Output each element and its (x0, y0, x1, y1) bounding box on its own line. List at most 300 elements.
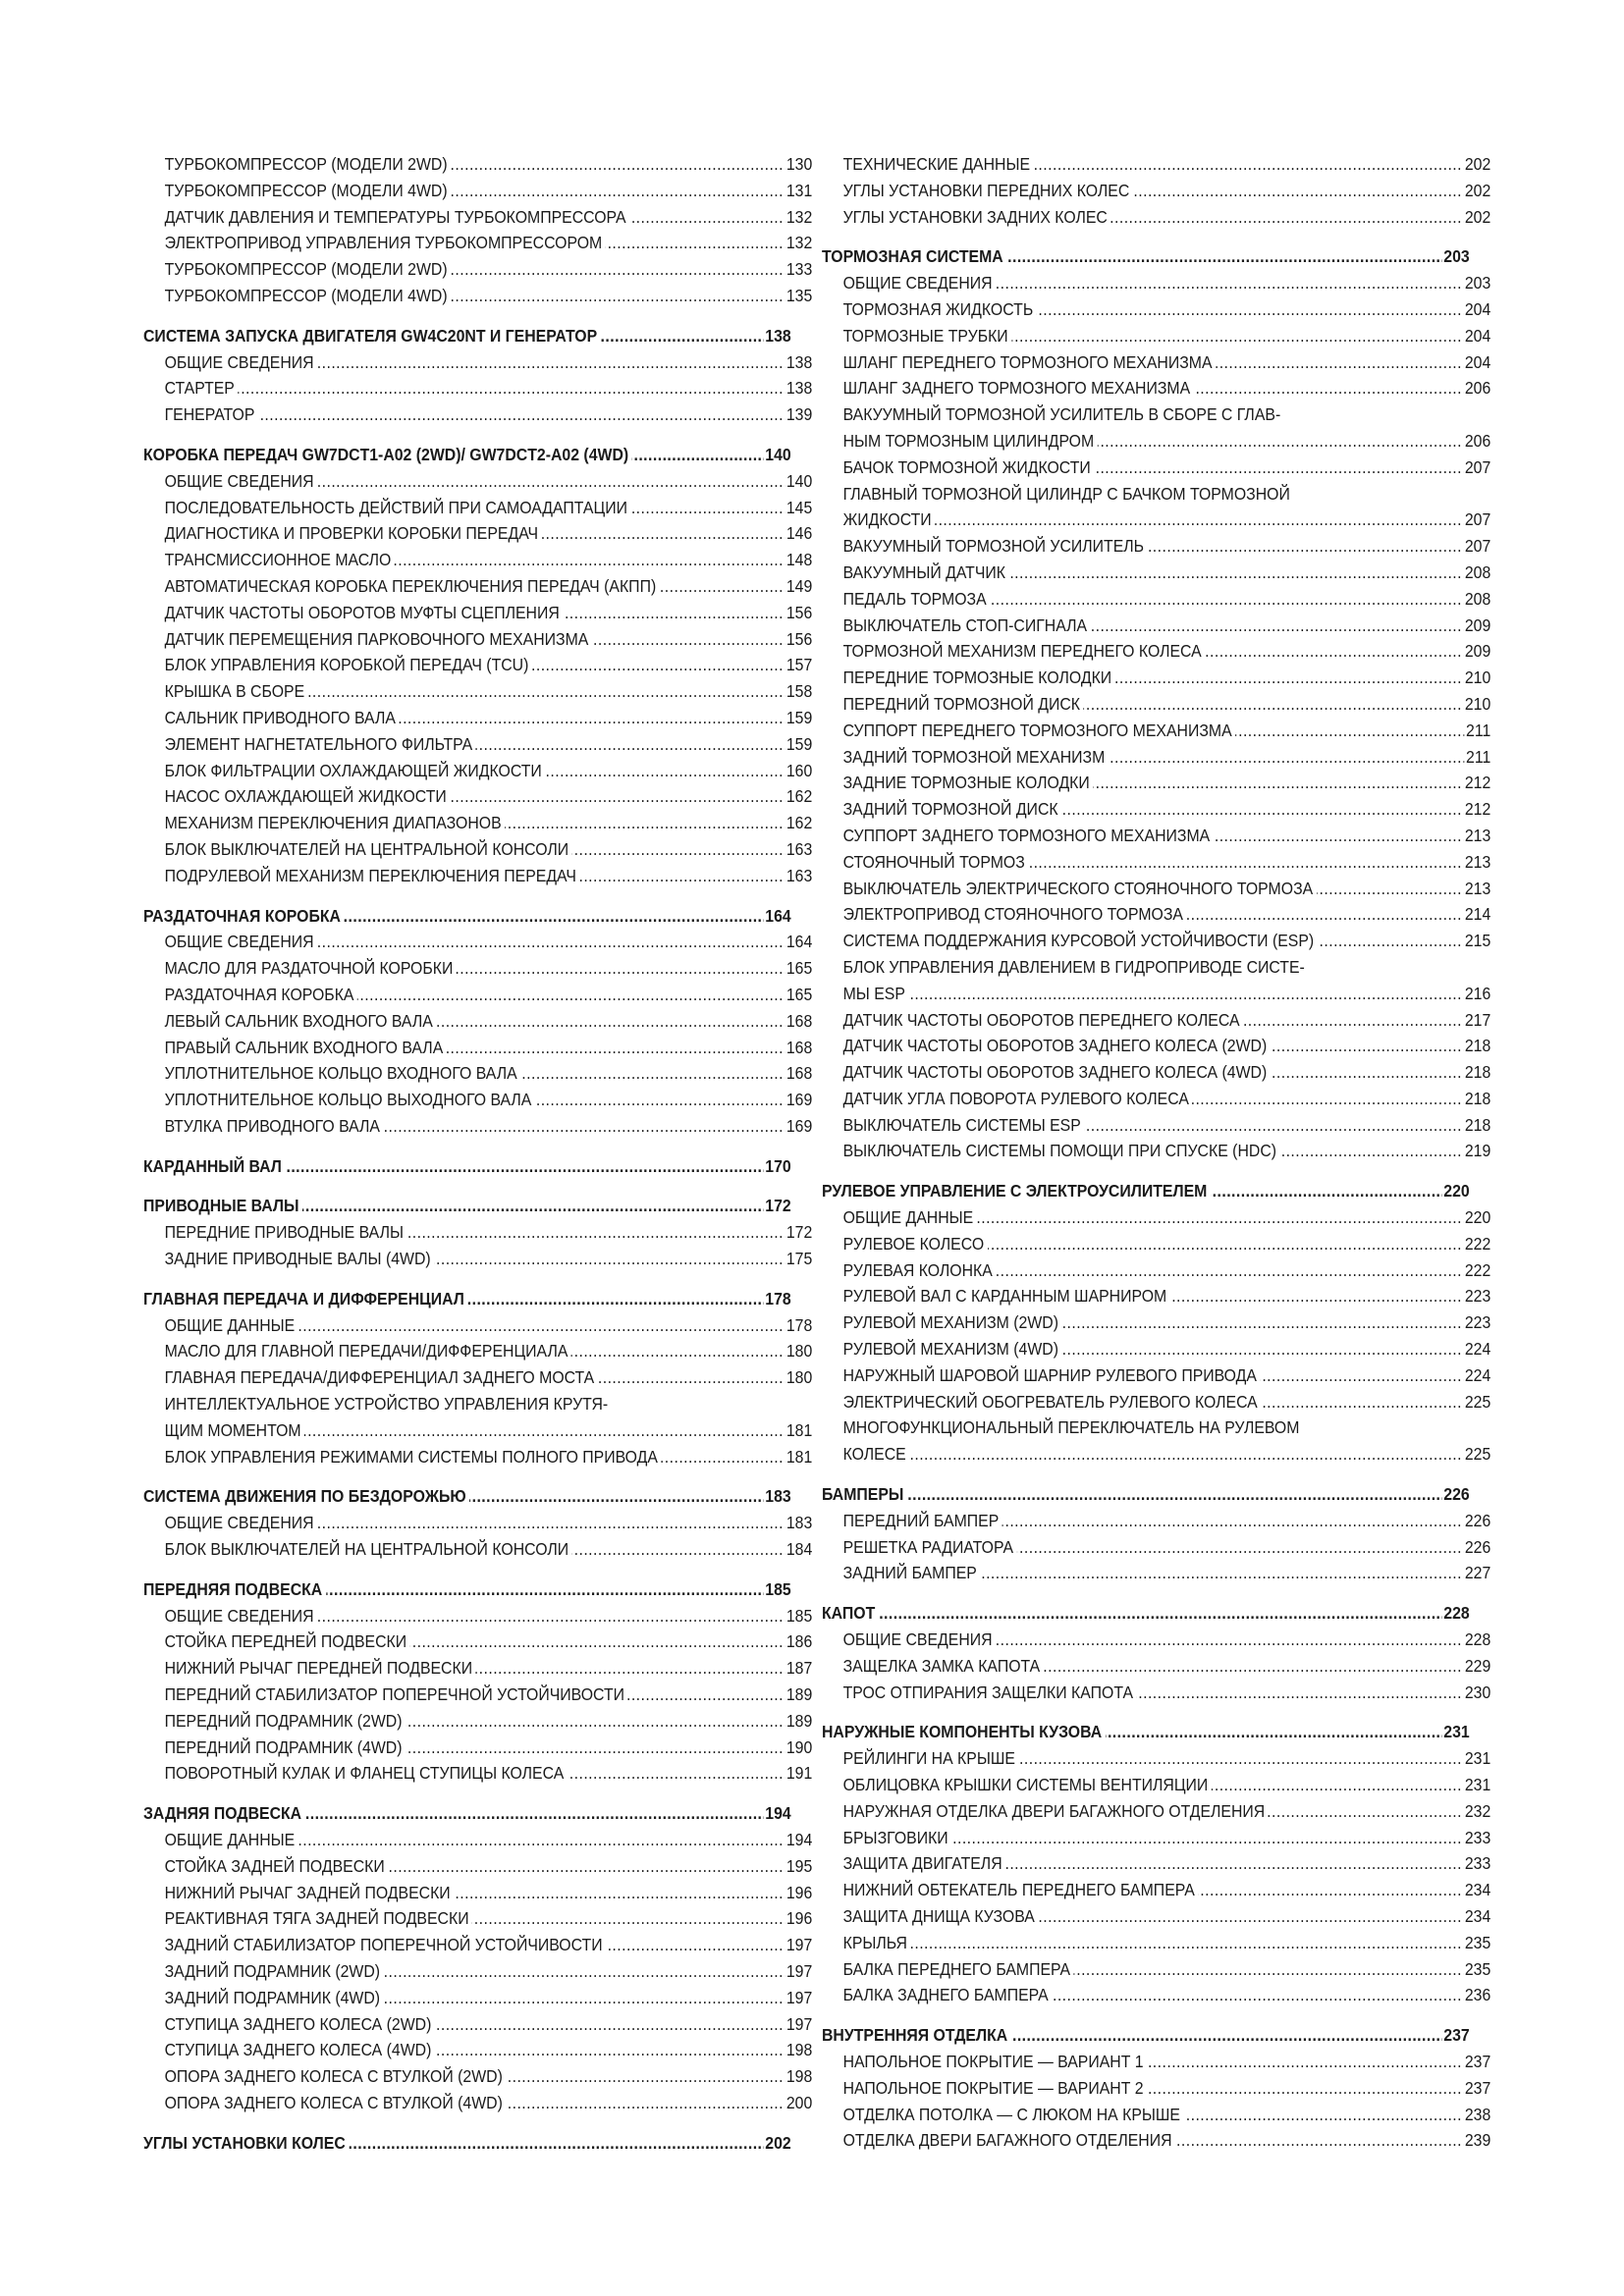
toc-entry-title: ЩИМ МОМЕНТОМ (165, 1420, 305, 1440)
toc-entry-page-number: 203 (1441, 243, 1469, 270)
toc-entry-title: ПЕРЕДНИЕ ПРИВОДНЫЕ ВАЛЫ (165, 1222, 407, 1242)
toc-entry (143, 1760, 812, 1787)
toc-entry-title: КРЫЛЬЯ (843, 1933, 911, 1952)
toc-entry (143, 1008, 812, 1035)
toc-entry-page-number: 180 (785, 1338, 812, 1364)
toc-entry (822, 1680, 1490, 1706)
toc-entry (822, 1059, 1490, 1086)
toc-entry-title: ПРИВОДНЫЕ ВАЛЫ (143, 1196, 302, 1215)
toc-entry (822, 928, 1490, 954)
toc-entry-page-number: 222 (1463, 1231, 1490, 1257)
toc-entry-title: ЗАДНИЙ ПОДРАМНИК (2WD) (165, 1961, 384, 1981)
toc-section-entry (822, 1481, 1470, 1508)
toc-entry-page-number: 231 (1463, 1745, 1490, 1772)
toc-entry-title: ТОРМОЗНЫЕ ТРУБКИ (843, 326, 1012, 346)
toc-entry (143, 283, 812, 309)
toc-entry-title: ОБЩИЕ СВЕДЕНИЯ (843, 273, 997, 293)
toc-entry (143, 783, 812, 810)
toc-entry (822, 665, 1490, 691)
toc-entry-title: МНОГОФУНКЦИОНАЛЬНЫЙ ПЕРЕКЛЮЧАТЕЛЬ НА РУЛЕВОМ (843, 1417, 1303, 1437)
toc-entry-page-number: 227 (1463, 1560, 1490, 1586)
toc-entry-title: НИЖНИЙ ОБТЕКАТЕЛЬ ПЕРЕДНЕГО БАМПЕРА (843, 1880, 1199, 1899)
toc-entry-title: НИЖНИЙ РЫЧАГ ПЕРЕДНЕЙ ПОДВЕСКИ (165, 1658, 476, 1678)
toc-entry-page-number: 180 (785, 1364, 812, 1391)
toc-entry-page-number: 204 (1463, 323, 1490, 349)
toc-entry (143, 652, 812, 678)
toc-entry-title: ТУРБОКОМПРЕССОР (МОДЕЛИ 4WD) (165, 286, 452, 305)
toc-entry-title: ДАТЧИК ЧАСТОТЫ ОБОРОТОВ ЗАДНЕГО КОЛЕСА (2WD) (843, 1036, 1271, 1055)
toc-entry-page-number: 132 (785, 204, 812, 231)
toc-entry-title: ПОСЛЕДОВАТЕЛЬНОСТЬ ДЕЙСТВИЙ ПРИ САМОАДАПТАЦИИ (165, 498, 631, 517)
toc-entry-title: ТОРМОЗНАЯ СИСТЕМА (822, 246, 1006, 266)
toc-entry-page-number: 239 (1463, 2127, 1490, 2154)
toc-entry-title: ДАТЧИК ДАВЛЕНИЯ И ТЕМПЕРАТУРЫ ТУРБОКОМПРЕССОРА (165, 207, 630, 227)
toc-entry-page-number: 222 (1463, 1257, 1490, 1284)
toc-entry (822, 849, 1490, 876)
toc-entry (143, 1682, 812, 1708)
toc-entry-title: ШЛАНГ ЗАДНЕГО ТОРМОЗНОГО МЕХАНИЗМА (843, 378, 1194, 398)
toc-entry-title: ВНУТРЕННЯЯ ОТДЕЛКА (822, 2025, 1011, 2045)
toc-entry (822, 586, 1490, 613)
toc-entry (822, 2049, 1490, 2075)
toc-entry-title: РЕЙЛИНГИ НА КРЫШЕ (843, 1748, 1019, 1768)
toc-entry-title: СТУПИЦА ЗАДНЕГО КОЛЕСА (2WD) (165, 2014, 435, 2034)
toc-entry (822, 1627, 1490, 1653)
toc-section-entry (143, 323, 791, 349)
toc-entry-title: ПЕРЕДНИЙ БАМПЕР (843, 1511, 1002, 1530)
toc-entry-title: ЗАДНИЕ ТОРМОЗНЫЕ КОЛОДКИ (843, 773, 1094, 792)
toc-entry-page-number: 185 (785, 1603, 812, 1629)
toc-entry-title: ОПОРА ЗАДНЕГО КОЛЕСА С ВТУЛКОЙ (2WD) (165, 2066, 507, 2086)
toc-entry (143, 863, 812, 889)
toc-entry (143, 256, 812, 283)
toc-entry-page-number: 145 (785, 495, 812, 521)
toc-entry-page-number: 197 (785, 1985, 812, 2011)
toc-entry-title: ВЫКЛЮЧАТЕЛЬ СИСТЕМЫ ПОМОЩИ ПРИ СПУСКЕ (HDC) (843, 1141, 1280, 1160)
toc-entry-title: ПЕДАЛЬ ТОРМОЗА (843, 589, 991, 609)
toc-entry-page-number: 211 (1464, 744, 1490, 771)
toc-entry-title: ЭЛЕМЕНТ НАГНЕТАТЕЛЬНОГО ФИЛЬТРА (165, 734, 476, 754)
toc-entry-title: РУЛЕВОЕ КОЛЕСО (843, 1234, 988, 1254)
toc-entry (822, 1745, 1490, 1772)
toc-entry-title: КАРДАННЫЙ ВАЛ (143, 1156, 286, 1176)
toc-entry-page-number: 236 (1463, 1982, 1490, 2008)
toc-entry-title: БЛОК УПРАВЛЕНИЯ ДАВЛЕНИЕМ В ГИДРОПРИВОДЕ СИСТЕ- (843, 957, 1309, 977)
toc-entry-page-number: 178 (785, 1312, 812, 1339)
toc-entry-page-number: 204 (1463, 349, 1490, 376)
toc-entry-title: ПОВОРОТНЫЙ КУЛАК И ФЛАНЕЦ СТУПИЦЫ КОЛЕСА (165, 1763, 568, 1783)
toc-entry-page-number: 196 (785, 1905, 812, 1932)
toc-entry-title: ВЫКЛЮЧАТЕЛЬ ЭЛЕКТРИЧЕСКОГО СТОЯНОЧНОГО ТОРМОЗА (843, 879, 1317, 898)
toc-entry (143, 810, 812, 836)
toc-entry (822, 454, 1490, 481)
toc-entry-page-number: 164 (763, 903, 790, 930)
toc-entry (143, 520, 812, 547)
toc-entry (822, 1389, 1490, 1415)
toc-entry (143, 1536, 812, 1563)
toc-entry-title: ПОДРУЛЕВОЙ МЕХАНИЗМ ПЕРЕКЛЮЧЕНИЯ ПЕРЕДАЧ (165, 866, 580, 885)
toc-entry-page-number: 211 (1464, 718, 1490, 744)
toc-entry (143, 1219, 812, 1246)
toc-entry-title: ПЕРЕДНИЙ ПОДРАМНИК (4WD) (165, 1737, 406, 1757)
toc-entry-page-number: 183 (785, 1510, 812, 1536)
toc-entry-page-number: 168 (785, 1035, 812, 1061)
toc-entry-page-number: 170 (763, 1153, 790, 1180)
toc-entry (822, 375, 1490, 401)
toc-entry-page-number: 207 (1463, 533, 1490, 560)
toc-entry (822, 1309, 1490, 1336)
toc-entry (143, 204, 812, 231)
toc-entry-title: ГЛАВНАЯ ПЕРЕДАЧА/ДИФФЕРЕНЦИАЛ ЗАДНЕГО МОСТА (165, 1367, 598, 1387)
toc-entry (822, 876, 1490, 902)
toc-entry (822, 1850, 1490, 1877)
toc-entry-page-number: 207 (1463, 507, 1490, 533)
toc-entry-page-number: 183 (763, 1483, 790, 1510)
toc-entry (822, 2127, 1490, 2154)
toc-entry-page-number: 237 (1463, 2049, 1490, 2075)
toc-entry-title: УГЛЫ УСТАНОВКИ ЗАДНИХ КОЛЕС (843, 207, 1111, 227)
toc-entry-page-number: 181 (785, 1417, 812, 1444)
toc-entry (822, 1508, 1490, 1534)
toc-entry-page-number: 162 (785, 810, 812, 836)
toc-entry (143, 1444, 812, 1470)
toc-entry-page-number: 200 (785, 2090, 812, 2116)
toc-entry-page-number: 175 (785, 1246, 812, 1272)
toc-entry-page-number: 140 (785, 468, 812, 495)
toc-entry-title: ТУРБОКОМПРЕССОР (МОДЕЛИ 2WD) (165, 259, 452, 279)
toc-entry (822, 1086, 1490, 1112)
toc-entry-title: ДАТЧИК УГЛА ПОВОРОТА РУЛЕВОГО КОЛЕСА (843, 1089, 1193, 1108)
toc-entry (822, 296, 1490, 323)
toc-entry-page-number: 224 (1463, 1336, 1490, 1362)
toc-entry-page-number: 169 (785, 1087, 812, 1113)
toc-entry (822, 151, 1490, 178)
toc-entry-page-number: 210 (1463, 665, 1490, 691)
toc-entry-page-number: 233 (1463, 1825, 1490, 1851)
toc-entry-title: ОБЩИЕ СВЕДЕНИЯ (843, 1629, 997, 1649)
toc-entry-page-number: 132 (785, 230, 812, 256)
toc-entry (822, 1903, 1490, 1930)
toc-entry-title: ОБЩИЕ СВЕДЕНИЯ (165, 352, 318, 372)
toc-entry-title: ЗАДНИЙ БАМПЕР (843, 1563, 981, 1582)
toc-section-entry (822, 1719, 1470, 1745)
toc-entry-page-number: 158 (785, 678, 812, 705)
toc-entry-page-number: 229 (1463, 1653, 1490, 1680)
toc-entry-page-number: 186 (785, 1629, 812, 1655)
toc-entry-page-number: 213 (1463, 849, 1490, 876)
toc-entry-title: ЗАДНИЙ ПОДРАМНИК (4WD) (165, 1988, 384, 2007)
toc-entry-title: ЭЛЕКТРОПРИВОД УПРАВЛЕНИЯ ТУРБОКОМПРЕССОРОМ (165, 233, 606, 252)
toc-entry (143, 573, 812, 600)
toc-entry-page-number: 164 (785, 929, 812, 955)
toc-entry-page-number: 139 (785, 401, 812, 428)
toc-entry-page-number: 212 (1463, 770, 1490, 796)
toc-section-entry (143, 1153, 791, 1180)
toc-entry (143, 2037, 812, 2063)
toc-entry-title: ДАТЧИК ЧАСТОТЫ ОБОРОТОВ ПЕРЕДНЕГО КОЛЕСА (843, 1010, 1244, 1030)
toc-entry-title: УГЛЫ УСТАНОВКИ КОЛЕС (143, 2133, 349, 2153)
toc-entry (143, 1880, 812, 1906)
toc-entry-title: ТОРМОЗНАЯ ЖИДКОСТЬ (843, 299, 1037, 319)
toc-section-entry (143, 903, 791, 930)
toc-entry (822, 1772, 1490, 1798)
toc-entry-title: МАСЛО ДЛЯ ГЛАВНОЙ ПЕРЕДАЧИ/ДИФФЕРЕНЦИАЛА (165, 1341, 571, 1361)
toc-entry (143, 375, 812, 401)
toc-entry-title: СТАРТЕР (165, 378, 239, 398)
toc-entry (143, 1603, 812, 1629)
toc-entry-page-number: 226 (1463, 1508, 1490, 1534)
toc-entry-title: ИНТЕЛЛЕКТУАЛЬНОЕ УСТРОЙСТВО УПРАВЛЕНИЯ КРУТЯ- (165, 1394, 612, 1414)
toc-entry (143, 1985, 812, 2011)
toc-entry-title: КОРОБКА ПЕРЕДАЧ GW7DCT1-A02 (2WD)/ GW7DCT2-A02 (4WD) (143, 445, 632, 464)
toc-entry-page-number: 157 (785, 652, 812, 678)
toc-entry-page-number: 224 (1463, 1362, 1490, 1389)
toc-entry (143, 1391, 812, 1417)
toc-entry-title: ТЕХНИЧЕСКИЕ ДАННЫЕ (843, 154, 1034, 174)
toc-entry-title: ОПОРА ЗАДНЕГО КОЛЕСА С ВТУЛКОЙ (4WD) (165, 2093, 507, 2112)
toc-entry (822, 770, 1490, 796)
toc-entry-title: ДАТЧИК ЧАСТОТЫ ОБОРОТОВ МУФТЫ СЦЕПЛЕНИЯ (165, 603, 564, 622)
toc-entry-title: ЭЛЕКТРИЧЕСКИЙ ОБОГРЕВАТЕЛЬ РУЛЕВОГО КОЛЕСА (843, 1392, 1262, 1412)
toc-entry-page-number: 226 (1463, 1534, 1490, 1561)
toc-entry (143, 1853, 812, 1880)
toc-entry-title: ГЛАВНЫЙ ТОРМОЗНОЙ ЦИЛИНДР С БАЧКОМ ТОРМОЗНОЙ (843, 484, 1294, 504)
toc-entry-page-number: 194 (763, 1800, 790, 1827)
toc-entry (143, 731, 812, 758)
toc-entry (143, 1735, 812, 1761)
toc-entry (822, 638, 1490, 665)
toc-entry (822, 1362, 1490, 1389)
toc-entry-page-number: 184 (785, 1536, 812, 1563)
toc-entry (143, 1364, 812, 1391)
toc-entry-title: НАПОЛЬНОЕ ПОКРЫТИЕ — ВАРИАНТ 1 (843, 2052, 1148, 2071)
toc-entry-page-number: 197 (785, 1932, 812, 1958)
toc-entry-title: РУЛЕВОЙ МЕХАНИЗМ (2WD) (843, 1312, 1062, 1332)
toc-entry (822, 1956, 1490, 1983)
toc-entry (822, 401, 1490, 428)
toc-entry-page-number: 159 (785, 731, 812, 758)
toc-entry-title: РЕШЕТКА РАДИАТОРА (843, 1537, 1017, 1557)
toc-entry-title: ОБЩИЕ ДАННЫЕ (165, 1315, 298, 1335)
toc-entry-page-number: 213 (1463, 823, 1490, 849)
toc-section-entry (143, 1800, 791, 1827)
toc-entry-page-number: 209 (1463, 613, 1490, 639)
toc-entry-page-number: 156 (785, 600, 812, 626)
toc-entry-title: РУЛЕВОЙ ВАЛ С КАРДАННЫМ ШАРНИРОМ (843, 1286, 1170, 1306)
toc-entry-title: МЕХАНИЗМ ПЕРЕКЛЮЧЕНИЯ ДИАПАЗОНОВ (165, 813, 506, 832)
toc-entry (822, 481, 1490, 507)
toc-entry-title: СИСТЕМА ДВИЖЕНИЯ ПО БЕЗДОРОЖЬЮ (143, 1486, 469, 1506)
toc-entry-title: НЫМ ТОРМОЗНЫМ ЦИЛИНДРОМ (843, 431, 1098, 451)
toc-entry-page-number: 149 (785, 573, 812, 600)
toc-entry-title: ДАТЧИК ПЕРЕМЕЩЕНИЯ ПАРКОВОЧНОГО МЕХАНИЗМА (165, 629, 592, 649)
toc-entry-page-number: 131 (785, 178, 812, 204)
toc-entry-title: ПЕРЕДНИЙ ТОРМОЗНОЙ ДИСК (843, 694, 1084, 714)
toc-entry-page-number: 148 (785, 547, 812, 573)
dot-leader (843, 981, 1491, 1007)
toc-entry-page-number: 202 (1463, 178, 1490, 204)
toc-entry-title: УПЛОТНИТЕЛЬНОЕ КОЛЬЦО ВХОДНОГО ВАЛА (165, 1063, 521, 1083)
toc-entry-title: ЗАДНЯЯ ПОДВЕСКА (143, 1803, 305, 1823)
toc-section-entry (143, 2130, 791, 2157)
toc-entry (822, 1204, 1490, 1231)
toc-entry-title: ДАТЧИК ЧАСТОТЫ ОБОРОТОВ ЗАДНЕГО КОЛЕСА (4WD) (843, 1062, 1271, 1082)
toc-entry-title: НАРУЖНЫЙ ШАРОВОЙ ШАРНИР РУЛЕВОГО ПРИВОДА (843, 1365, 1261, 1385)
toc-entry-page-number: 235 (1463, 1930, 1490, 1956)
toc-entry-page-number: 195 (785, 1853, 812, 1880)
toc-entry-title: СТУПИЦА ЗАДНЕГО КОЛЕСА (4WD) (165, 2040, 435, 2059)
toc-entry-title: СУППОРТ ЗАДНЕГО ТОРМОЗНОГО МЕХАНИЗМА (843, 826, 1214, 845)
toc-entry-title: НАРУЖНАЯ ОТДЕЛКА ДВЕРИ БАГАЖНОГО ОТДЕЛЕНИЯ (843, 1801, 1269, 1821)
toc-entry-page-number: 208 (1463, 586, 1490, 613)
toc-entry (143, 151, 812, 178)
toc-entry-page-number: 217 (1463, 1007, 1490, 1034)
toc-entry (143, 836, 812, 863)
toc-right-column (822, 151, 1491, 2154)
toc-entry (143, 982, 812, 1008)
toc-entry-page-number: 138 (785, 375, 812, 401)
toc-entry (143, 1087, 812, 1113)
toc-entry (822, 1033, 1490, 1059)
toc-entry-title: СИСТЕМА ЗАПУСКА ДВИГАТЕЛЯ GW4C20NT И ГЕНЕРАТОР (143, 326, 601, 346)
toc-entry-title: БРЫЗГОВИКИ (843, 1828, 952, 1847)
toc-entry-title: БЛОК УПРАВЛЕНИЯ КОРОБКОЙ ПЕРЕДАЧ (TCU) (165, 655, 532, 674)
toc-entry (143, 1958, 812, 1985)
toc-entry (822, 560, 1490, 586)
toc-entry-page-number: 191 (785, 1760, 812, 1787)
toc-entry (822, 1336, 1490, 1362)
toc-entry-title: ПЕРЕДНЯЯ ПОДВЕСКА (143, 1579, 326, 1599)
toc-entry (822, 1798, 1490, 1825)
toc-entry (143, 1905, 812, 1932)
toc-entry (822, 428, 1490, 454)
toc-entry-page-number: 232 (1463, 1798, 1490, 1825)
toc-entry (822, 901, 1490, 928)
toc-entry-title: ПЕРЕДНИЙ ПОДРАМНИК (2WD) (165, 1711, 406, 1731)
toc-entry-title: ВЫКЛЮЧАТЕЛЬ СИСТЕМЫ ESP (843, 1115, 1085, 1135)
toc-entry-page-number: 215 (1463, 928, 1490, 954)
toc-entry (143, 349, 812, 376)
toc-entry-title: ПЕРЕДНИЕ ТОРМОЗНЫЕ КОЛОДКИ (843, 667, 1115, 687)
toc-entry (822, 1534, 1490, 1561)
toc-entry (822, 2075, 1490, 2102)
toc-entry-page-number: 234 (1463, 1877, 1490, 1903)
toc-entry-page-number: 163 (785, 836, 812, 863)
toc-entry (822, 1560, 1490, 1586)
toc-entry-page-number: 225 (1463, 1389, 1490, 1415)
toc-section-entry (822, 2022, 1470, 2049)
toc-entry (822, 613, 1490, 639)
toc-entry (143, 178, 812, 204)
toc-entry-title: ОБЩИЕ ДАННЫЕ (165, 1830, 298, 1849)
toc-entry-title: БЛОК ФИЛЬТРАЦИИ ОХЛАЖДАЮЩЕЙ ЖИДКОСТИ (165, 761, 546, 780)
toc-entry-page-number: 162 (785, 783, 812, 810)
toc-entry-page-number: 234 (1463, 1903, 1490, 1930)
dot-leader (843, 1441, 1491, 1468)
toc-entry (822, 533, 1490, 560)
toc-entry-page-number: 233 (1463, 1850, 1490, 1877)
toc-entry-page-number: 163 (785, 863, 812, 889)
toc-entry-title: НАСОС ОХЛАЖДАЮЩЕЙ ЖИДКОСТИ (165, 786, 451, 806)
dot-leader (165, 401, 813, 428)
toc-entry (822, 691, 1490, 718)
toc-entry-page-number: 202 (1463, 204, 1490, 231)
toc-entry (822, 1653, 1490, 1680)
toc-entry (822, 1231, 1490, 1257)
toc-entry (143, 1060, 812, 1087)
toc-entry-page-number: 204 (1463, 296, 1490, 323)
toc-entry-page-number: 202 (1463, 151, 1490, 178)
toc-entry (822, 1112, 1490, 1139)
toc-entry-title: РАЗДАТОЧНАЯ КОРОБКА (143, 906, 345, 926)
toc-entry-page-number: 214 (1463, 901, 1490, 928)
toc-section-entry (143, 1193, 791, 1219)
toc-entry-page-number: 210 (1463, 691, 1490, 718)
toc-entry (143, 600, 812, 626)
toc-entry-title: КРЫШКА В СБОРЕ (165, 681, 308, 701)
toc-entry-page-number: 156 (785, 626, 812, 653)
toc-entry-title: СТОЙКА ПЕРЕДНЕЙ ПОДВЕСКИ (165, 1631, 410, 1651)
toc-entry-page-number: 138 (785, 349, 812, 376)
toc-entry-page-number: 159 (785, 705, 812, 731)
dot-leader (822, 1481, 1470, 1508)
toc-entry-title: ОТДЕЛКА ПОТОЛКА — С ЛЮКОМ НА КРЫШЕ (843, 2105, 1184, 2124)
toc-entry-title: УГЛЫ УСТАНОВКИ ПЕРЕДНИХ КОЛЕС (843, 181, 1133, 200)
toc-entry-title: БАЛКА ПЕРЕДНЕГО БАМПЕРА (843, 1959, 1074, 1979)
toc-entry (822, 270, 1490, 296)
toc-entry (822, 1007, 1490, 1034)
toc-entry-title: САЛЬНИК ПРИВОДНОГО ВАЛА (165, 708, 400, 727)
toc-entry-page-number: 189 (785, 1682, 812, 1708)
toc-entry (143, 1035, 812, 1061)
dot-leader (843, 507, 1491, 533)
toc-entry-title: ЛЕВЫЙ САЛЬНИК ВХОДНОГО ВАЛА (165, 1011, 437, 1031)
toc-entry (822, 507, 1490, 533)
toc-entry-page-number: 213 (1463, 876, 1490, 902)
toc-entry (822, 1930, 1490, 1956)
toc-entry (822, 1982, 1490, 2008)
toc-entry-title: ВАКУУМНЫЙ ТОРМОЗНОЙ УСИЛИТЕЛЬ (843, 536, 1148, 556)
toc-entry-page-number: 197 (785, 2011, 812, 2038)
toc-entry (143, 1113, 812, 1140)
toc-entry-page-number: 220 (1463, 1204, 1490, 1231)
toc-entry-title: СУППОРТ ПЕРЕДНЕГО ТОРМОЗНОГО МЕХАНИЗМА (843, 721, 1236, 740)
toc-entry-page-number: 130 (785, 151, 812, 178)
toc-entry-title: НИЖНИЙ РЫЧАГ ЗАДНЕЙ ПОДВЕСКИ (165, 1883, 455, 1902)
toc-entry-page-number: 135 (785, 283, 812, 309)
toc-entry (822, 349, 1490, 376)
toc-entry-page-number: 187 (785, 1655, 812, 1682)
toc-entry-page-number: 206 (1463, 375, 1490, 401)
toc-entry (143, 929, 812, 955)
toc-entry (143, 1708, 812, 1735)
toc-entry-title: ЗАЩИТА ДВИГАТЕЛЯ (843, 1853, 1006, 1873)
toc-entry-title: ЗАЩИТА ДНИЩА КУЗОВА (843, 1906, 1039, 1926)
toc-entry-page-number: 209 (1463, 638, 1490, 665)
toc-entry (143, 1827, 812, 1853)
toc-entry-title: РАЗДАТОЧНАЯ КОРОБКА (165, 985, 357, 1004)
toc-entry-page-number: 172 (785, 1219, 812, 1246)
toc-entry-title: ТРАНСМИССИОННОЕ МАСЛО (165, 550, 395, 569)
toc-entry (822, 954, 1490, 981)
toc-entry (822, 1825, 1490, 1851)
toc-entry-title: ЗАДНИЙ СТАБИЛИЗАТОР ПОПЕРЕЧНОЙ УСТОЙЧИВОСТИ (165, 1935, 607, 1954)
toc-entry-title: ОБЩИЕ СВЕДЕНИЯ (165, 1513, 318, 1532)
toc-entry-page-number: 190 (785, 1735, 812, 1761)
toc-entry-page-number: 218 (1463, 1033, 1490, 1059)
toc-entry-page-number: 198 (785, 2037, 812, 2063)
toc-entry-page-number: 146 (785, 520, 812, 547)
